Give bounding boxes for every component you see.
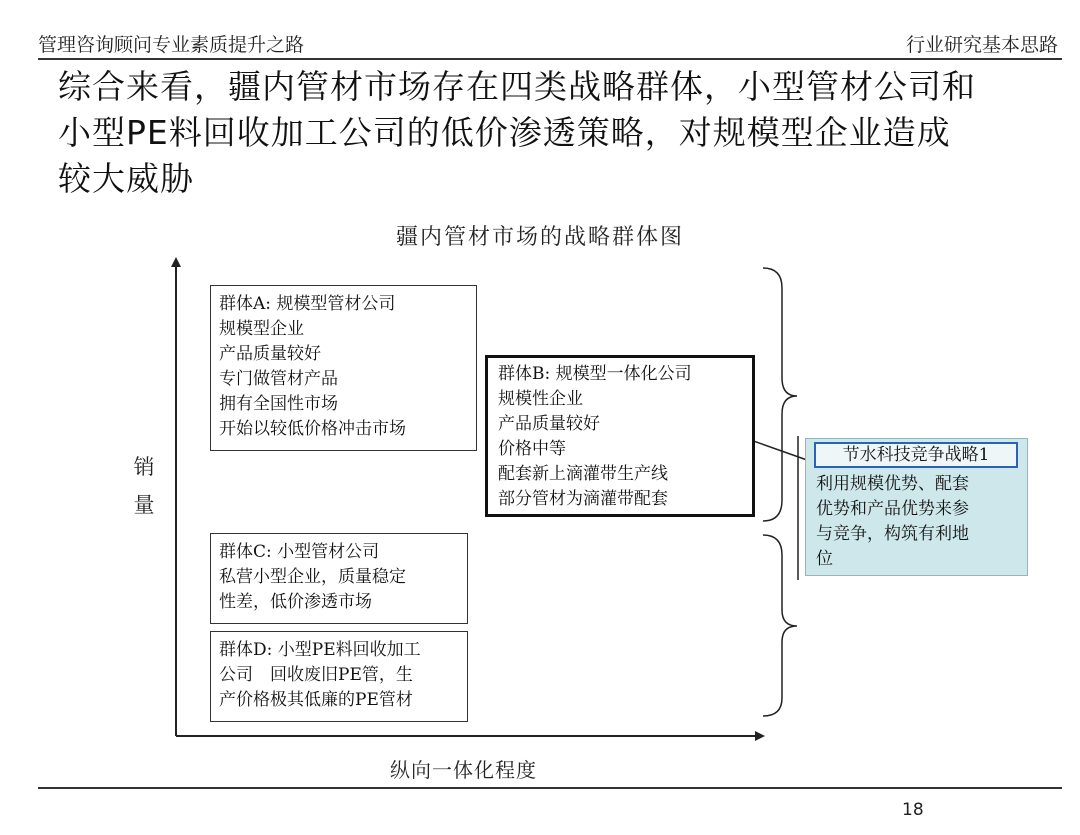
group-a-box [210, 285, 477, 451]
headline-line: 较大威胁 [58, 159, 194, 198]
group-b-line: 价格中等 [498, 439, 566, 459]
group-d-box [210, 631, 468, 722]
group-c-title: 群体C: 小型管材公司 [219, 542, 380, 562]
strategy-callout [805, 438, 1028, 576]
strategy-line: 利用规模优势、配套 [816, 474, 969, 494]
group-a-line: 产品质量较好 [219, 344, 321, 364]
group-b-title: 群体B: 规模型一体化公司 [498, 364, 692, 384]
lower-brace [763, 535, 797, 716]
group-c-box [210, 533, 468, 624]
strategy-line: 与竞争，构筑有利地 [816, 524, 969, 544]
group-a-title: 群体A: 规模型管材公司 [219, 294, 396, 314]
group-b-line: 产品质量较好 [498, 414, 600, 434]
group-a-line: 开始以较低价格冲击市场 [219, 419, 406, 439]
header-left-title: 管理咨询顾问专业素质提升之路 [38, 34, 305, 56]
strategy-body [816, 472, 1026, 572]
group-b-line: 配套新上滴灌带生产线 [498, 464, 668, 484]
group-b-line: 规模性企业 [498, 389, 583, 409]
upper-brace [763, 268, 797, 521]
headline-line: 综合来看，疆内管材市场存在四类战略群体，小型管材公司和 [58, 67, 976, 106]
header-right-title: 行业研究基本思路 [905, 34, 1058, 56]
group-b-line: 部分管材为滴灌带配套 [498, 489, 668, 509]
group-a-line: 规模型企业 [219, 319, 304, 339]
strategy-title: 节水科技竞争战略1 [814, 442, 1018, 468]
y-axis-label-char: 量 [133, 493, 155, 517]
strategy-line: 位 [816, 549, 833, 569]
group-b-box [485, 355, 755, 517]
y-axis-label [131, 448, 157, 524]
headline-line: 小型PE料回收加工公司的低价渗透策略，对规模型企业造成 [58, 113, 951, 152]
x-axis-label: 纵向一体化程度 [390, 758, 537, 782]
group-c-line: 私营小型企业，质量稳定 [219, 567, 406, 587]
group-d-line: 产价格极其低廉的PE管材 [219, 690, 413, 710]
y-axis-label-char: 销 [133, 455, 155, 479]
group-d-line: 公司 回收废旧PE管，生 [219, 665, 413, 685]
strategy-line: 优势和产品优势来参 [816, 499, 969, 519]
page-number: 18 [902, 800, 924, 820]
diagram-title: 疆内管材市场的战略群体图 [395, 225, 684, 250]
group-d-title: 群体D: 小型PE料回收加工 [219, 640, 421, 660]
group-a-line: 拥有全国性市场 [219, 394, 338, 414]
footer-divider [38, 787, 1062, 789]
group-c-line: 性差，低价渗透市场 [219, 592, 372, 612]
group-a-line: 专门做管材产品 [219, 369, 338, 389]
